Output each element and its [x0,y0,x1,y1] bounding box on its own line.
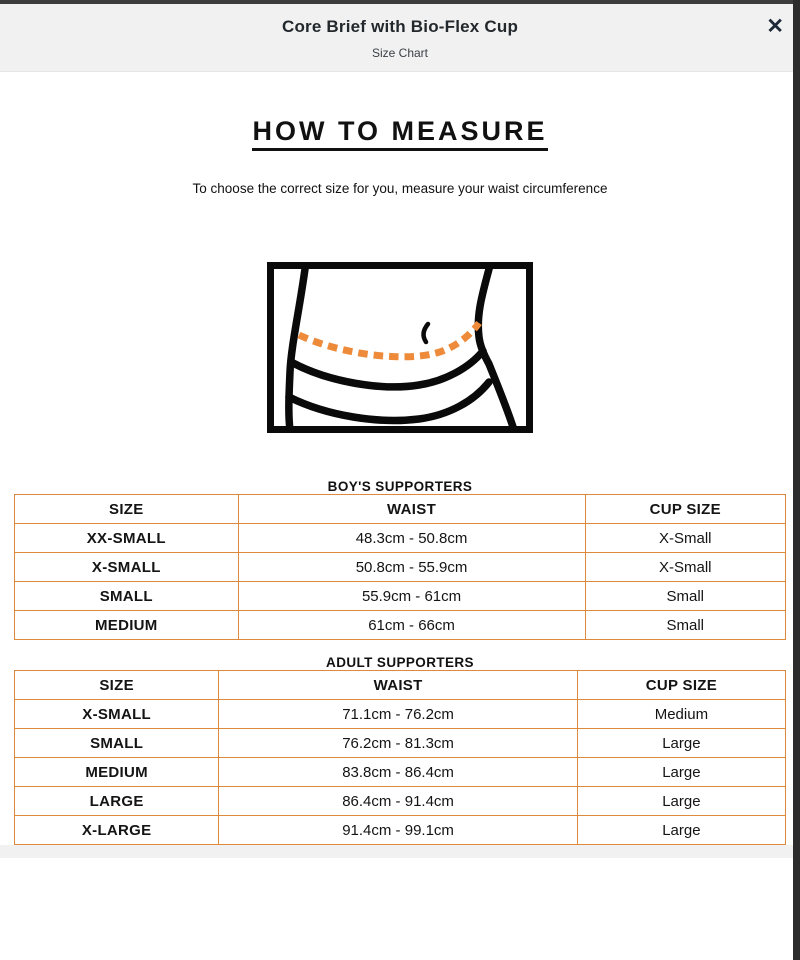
belly-button-mark [424,324,428,342]
table-header-row [15,671,786,700]
adult-supporters-caption: ADULT SUPPORTERS [326,655,474,670]
waist-measurement-illustration [267,262,533,433]
column-header: WAIST [219,671,578,700]
cup-size-cell: Small [585,611,785,640]
table-row [15,524,786,553]
size-chart-content [0,72,800,858]
column-header: SIZE [15,495,239,524]
measure-instruction: To choose the correct size for you, measure your waist circumference [192,181,608,196]
modal-subtitle: Size Chart [371,46,429,60]
cup-size-cell: Small [585,582,785,611]
close-icon: ✕ [766,15,784,38]
scrollbar[interactable] [793,0,800,960]
cup-size-cell: X-Small [585,524,785,553]
waist-cell: 86.4cm - 91.4cm [219,787,578,816]
table-header-row [15,495,786,524]
size-cell: SMALL [15,729,219,758]
boys-supporters-table [14,494,786,640]
close-button[interactable] [766,16,784,37]
how-to-measure-heading: HOW TO MEASURE [252,118,547,151]
cup-size-cell: X-Small [585,553,785,582]
waist-cell: 71.1cm - 76.2cm [219,700,578,729]
table-row [15,816,786,845]
cup-size-cell: Large [577,729,785,758]
size-cell: MEDIUM [15,611,239,640]
cup-size-cell: Medium [577,700,785,729]
table-row [15,729,786,758]
page-background-strip [0,845,800,858]
table-row [15,700,786,729]
size-cell: XX-SMALL [15,524,239,553]
modal-header [0,4,800,72]
table-row [15,758,786,787]
size-cell: X-SMALL [15,700,219,729]
waist-cell: 83.8cm - 86.4cm [219,758,578,787]
size-cell: X-SMALL [15,553,239,582]
adult-supporters-table [14,670,786,845]
size-cell: X-LARGE [15,816,219,845]
waist-cell: 61cm - 66cm [238,611,585,640]
size-cell: LARGE [15,787,219,816]
table-row [15,611,786,640]
column-header: SIZE [15,671,219,700]
column-header: CUP SIZE [585,495,785,524]
modal-title: Core Brief with Bio-Flex Cup [281,17,519,36]
cup-size-cell: Large [577,787,785,816]
waist-cell: 48.3cm - 50.8cm [238,524,585,553]
waist-cell: 55.9cm - 61cm [238,582,585,611]
waist-cell: 76.2cm - 81.3cm [219,729,578,758]
table-row [15,553,786,582]
waistband-upper-line [293,351,483,387]
boys-supporters-caption: BOY'S SUPPORTERS [327,479,473,494]
cup-size-cell: Large [577,816,785,845]
measuring-tape-dashed-line [299,323,479,357]
waist-cell: 91.4cm - 99.1cm [219,816,578,845]
column-header: WAIST [238,495,585,524]
waist-cell: 50.8cm - 55.9cm [238,553,585,582]
table-row [15,787,786,816]
size-cell: MEDIUM [15,758,219,787]
size-cell: SMALL [15,582,239,611]
column-header: CUP SIZE [577,671,785,700]
cup-size-cell: Large [577,758,785,787]
table-row [15,582,786,611]
